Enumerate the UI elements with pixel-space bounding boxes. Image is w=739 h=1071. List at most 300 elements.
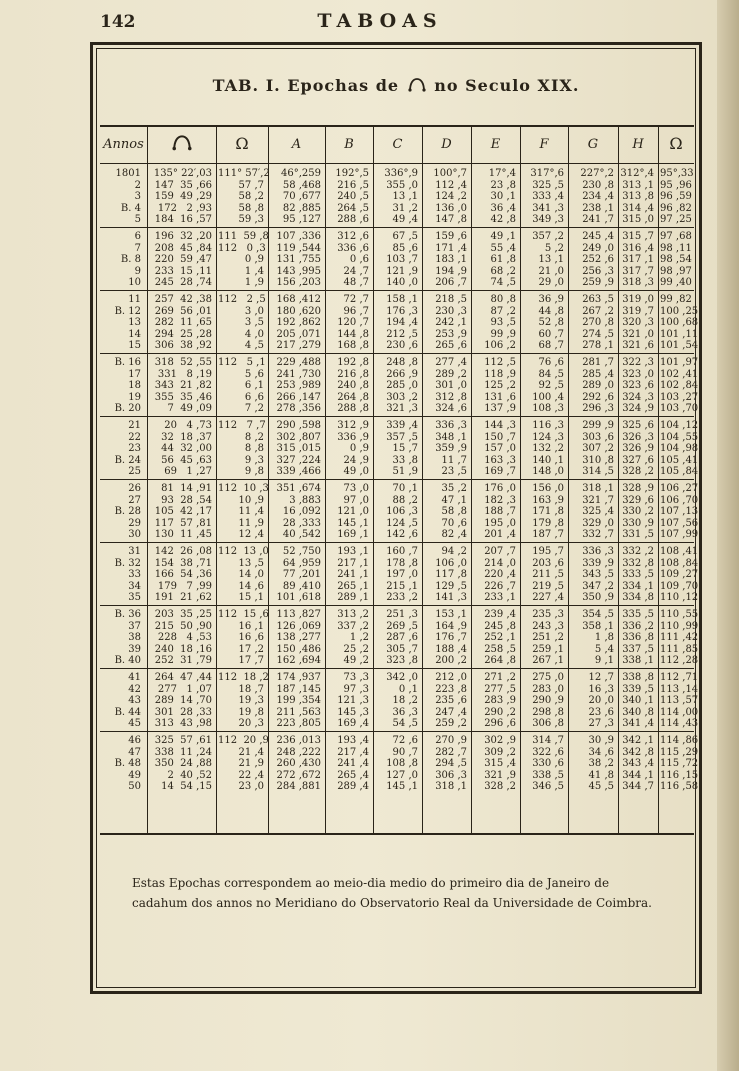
value-cell: 111° 57′,2 bbox=[218, 168, 270, 179]
value-cell: 103 ,70 bbox=[660, 403, 699, 414]
value-cell: 97 ,0 bbox=[343, 494, 369, 506]
value-cell: 30 ,9 bbox=[588, 735, 614, 746]
value-cell: 215 ,1 bbox=[386, 580, 418, 592]
value-cell: 5 ,2 bbox=[544, 242, 564, 254]
value-cell: 314 ,4 bbox=[622, 202, 654, 214]
value-cell: 351 ,674 bbox=[276, 483, 321, 494]
value-cell: 137 ,9 bbox=[484, 403, 516, 414]
value-cell: 203 ,6 bbox=[532, 557, 564, 569]
value-cell: 27 ,3 bbox=[588, 718, 614, 729]
value-cell: 357 ,5 bbox=[386, 431, 418, 443]
value-cell: 160 ,7 bbox=[386, 546, 418, 557]
value-cell: 236 ,013 bbox=[276, 735, 321, 746]
value-cell: 192 ,862 bbox=[276, 317, 321, 328]
value-cell: 156 ,0 bbox=[532, 483, 564, 494]
value-cell: 208 45 ,84 bbox=[154, 242, 212, 254]
value-cell: 193 ,1 bbox=[337, 546, 369, 557]
value-cell: 33 ,8 bbox=[392, 454, 418, 466]
value-cell: 313 ,8 bbox=[622, 191, 654, 202]
value-cell: 226 ,7 bbox=[484, 580, 516, 592]
page-number: 142 bbox=[100, 12, 136, 32]
value-cell: 124 ,5 bbox=[386, 517, 418, 529]
value-cell: 112 ,28 bbox=[660, 655, 699, 666]
value-cell: 116 ,58 bbox=[660, 781, 699, 792]
value-cell: 121 ,0 bbox=[337, 506, 369, 517]
value-cell: 358 ,1 bbox=[582, 620, 614, 632]
value-cell: 104 ,55 bbox=[660, 431, 699, 443]
value-cell: 192 ,8 bbox=[337, 357, 369, 368]
value-cell: 326 ,9 bbox=[622, 443, 654, 454]
value-cell: 331 ,5 bbox=[622, 529, 654, 540]
value-cell: 217 ,1 bbox=[337, 557, 369, 569]
value-cell: 136 ,0 bbox=[435, 202, 467, 214]
value-cell: 339 ,4 bbox=[386, 420, 418, 431]
value-cell: 341 ,4 bbox=[622, 718, 654, 729]
value-cell: 252 31 ,79 bbox=[154, 655, 212, 666]
value-cell: 110 ,55 bbox=[660, 609, 699, 620]
block-separator bbox=[100, 227, 694, 228]
value-cell: 11 ,9 bbox=[238, 517, 264, 529]
value-cell: 96 ,7 bbox=[343, 305, 369, 317]
value-cell: 49 ,4 bbox=[392, 214, 418, 225]
value-cell: 259 ,1 bbox=[532, 643, 564, 655]
value-cell: 73 ,3 bbox=[343, 672, 369, 683]
value-cell: 336 ,8 bbox=[622, 632, 654, 643]
year-cell: 14 bbox=[128, 328, 141, 340]
value-cell: 277 ,5 bbox=[484, 683, 516, 695]
value-cell: 325 ,6 bbox=[622, 420, 654, 431]
value-cell: 323 ,0 bbox=[622, 368, 654, 380]
value-cell: 153 ,1 bbox=[435, 609, 467, 620]
value-cell: 233 ,1 bbox=[484, 592, 516, 603]
value-cell: 140 ,1 bbox=[532, 454, 564, 466]
block-separator bbox=[100, 479, 694, 480]
value-cell: 107 ,336 bbox=[276, 231, 321, 242]
value-cell: 347 ,2 bbox=[582, 580, 614, 592]
year-cell: 2 bbox=[134, 179, 141, 191]
value-cell: 312°,4 bbox=[620, 168, 654, 179]
value-cell: 342 ,0 bbox=[386, 672, 418, 683]
value-cell: 229 ,488 bbox=[276, 357, 321, 368]
value-cell: 339 ,5 bbox=[622, 683, 654, 695]
value-cell: 322 ,3 bbox=[622, 357, 654, 368]
value-cell: 13 ,1 bbox=[392, 191, 418, 202]
value-cell: 283 ,9 bbox=[484, 695, 516, 706]
value-cell: 274 ,5 bbox=[582, 328, 614, 340]
table-title-text: TAB. I. Epochas de bbox=[212, 76, 400, 95]
value-cell: 217 ,4 bbox=[337, 746, 369, 758]
value-cell: 336 ,3 bbox=[435, 420, 467, 431]
value-cell: 82 ,4 bbox=[441, 529, 467, 540]
value-cell: 338 ,1 bbox=[622, 655, 654, 666]
column-header: H bbox=[632, 137, 644, 152]
value-cell: 2 40 ,52 bbox=[167, 769, 212, 781]
value-cell: 227°,2 bbox=[580, 168, 614, 179]
column-header: Annos bbox=[103, 137, 144, 152]
value-cell: 107 ,56 bbox=[660, 517, 699, 529]
value-cell: 97 ,25 bbox=[660, 214, 692, 225]
value-cell: 265 ,4 bbox=[337, 769, 369, 781]
value-cell: 98 ,11 bbox=[660, 242, 692, 254]
value-cell: 117 ,8 bbox=[435, 569, 467, 580]
value-cell: 333 ,5 bbox=[622, 569, 654, 580]
value-cell: 102 ,84 bbox=[660, 380, 699, 391]
value-cell: 199 ,354 bbox=[276, 695, 321, 706]
value-cell: 55 ,4 bbox=[490, 242, 516, 254]
value-cell: 292 ,6 bbox=[582, 391, 614, 403]
value-cell: 249 ,0 bbox=[582, 242, 614, 254]
value-cell: 234 ,4 bbox=[582, 191, 614, 202]
value-cell: 218 ,5 bbox=[435, 294, 467, 305]
table-footnote: Estas Epochas correspondem ao meio-dia medio do primeiro dia de Janeiro de cadahum dos annos no Meridiano do Observatorio Real da Universidade de Coimbra. bbox=[132, 876, 652, 910]
value-cell: 334 ,8 bbox=[622, 592, 654, 603]
value-cell: 32 18 ,37 bbox=[161, 431, 212, 443]
value-cell: 247 ,4 bbox=[435, 706, 467, 718]
value-cell: 180 ,620 bbox=[276, 305, 321, 317]
value-cell: 235 ,3 bbox=[532, 609, 564, 620]
value-cell: 77 ,201 bbox=[282, 569, 321, 580]
value-cell: 272 ,672 bbox=[276, 769, 321, 781]
value-cell: 112 10 ,3 bbox=[218, 483, 269, 494]
year-cell: 39 bbox=[128, 643, 141, 655]
value-cell: 114 ,00 bbox=[660, 706, 699, 718]
value-cell: 350 ,9 bbox=[582, 592, 614, 603]
value-cell: 252 ,6 bbox=[582, 254, 614, 265]
year-cell: B. 8 bbox=[120, 254, 141, 265]
value-cell: 315 ,4 bbox=[484, 758, 516, 769]
year-cell: 6 bbox=[134, 231, 141, 242]
column-header: G bbox=[587, 137, 599, 152]
column-rule bbox=[325, 125, 326, 835]
value-cell: 315 ,0 bbox=[622, 214, 654, 225]
year-cell: 41 bbox=[128, 672, 141, 683]
value-cell: 68 ,7 bbox=[538, 340, 564, 351]
value-cell: 227 ,4 bbox=[532, 592, 564, 603]
value-cell: 88 ,2 bbox=[392, 494, 418, 506]
value-cell: 15 ,1 bbox=[238, 592, 264, 603]
value-cell: 16 ,1 bbox=[238, 620, 264, 632]
value-cell: 216 ,8 bbox=[337, 368, 369, 380]
value-cell: 251 ,3 bbox=[386, 609, 418, 620]
value-cell: 314 ,7 bbox=[532, 735, 564, 746]
column-rule bbox=[568, 125, 569, 835]
value-cell: 223 ,805 bbox=[276, 718, 321, 729]
value-cell: 116 ,15 bbox=[660, 769, 699, 781]
value-cell: 17 ,2 bbox=[238, 643, 264, 655]
value-cell: 260 ,430 bbox=[276, 758, 321, 769]
year-cell: 31 bbox=[128, 546, 141, 557]
year-cell: 7 bbox=[134, 242, 141, 254]
value-cell: 357 ,2 bbox=[532, 231, 564, 242]
value-cell: 340 ,8 bbox=[622, 706, 654, 718]
value-cell: 17 ,7 bbox=[238, 655, 264, 666]
value-cell: 127 ,0 bbox=[386, 769, 418, 781]
value-cell: 93 28 ,54 bbox=[161, 494, 212, 506]
value-cell: 290 ,2 bbox=[484, 706, 516, 718]
value-cell: 334 ,1 bbox=[622, 580, 654, 592]
year-cell: B. 32 bbox=[114, 557, 141, 569]
value-cell: 343 21 ,82 bbox=[154, 380, 212, 391]
value-cell: 313 ,1 bbox=[622, 179, 654, 191]
value-cell: 330 ,9 bbox=[622, 517, 654, 529]
value-cell: 168 ,8 bbox=[337, 340, 369, 351]
value-cell: 1 ,2 bbox=[349, 632, 369, 643]
value-cell: 328 ,9 bbox=[622, 483, 654, 494]
column-rule bbox=[216, 125, 217, 835]
value-cell: 60 ,7 bbox=[538, 328, 564, 340]
value-cell: 106 ,2 bbox=[484, 340, 516, 351]
column-rule bbox=[618, 125, 619, 835]
value-cell: 309 ,2 bbox=[484, 746, 516, 758]
value-cell: 343 ,5 bbox=[582, 569, 614, 580]
value-cell: 332 ,8 bbox=[622, 557, 654, 569]
value-cell: 289 ,1 bbox=[337, 592, 369, 603]
value-cell: 278 ,1 bbox=[582, 340, 614, 351]
value-cell: 20 4 ,73 bbox=[164, 420, 212, 431]
value-cell: 355 ,0 bbox=[386, 179, 418, 191]
value-cell: 289 ,4 bbox=[337, 781, 369, 792]
value-cell: 245 ,4 bbox=[582, 231, 614, 242]
value-cell: 101 ,97 bbox=[660, 357, 699, 368]
value-cell: 240 ,8 bbox=[337, 380, 369, 391]
value-cell: 350 24 ,88 bbox=[154, 758, 212, 769]
value-cell: 187 ,7 bbox=[532, 529, 564, 540]
value-cell: 207 ,7 bbox=[484, 546, 516, 557]
year-cell: B. 4 bbox=[120, 202, 141, 214]
value-cell: 215 50 ,90 bbox=[154, 620, 212, 632]
value-cell: 106 ,70 bbox=[660, 494, 699, 506]
value-cell: 259 ,2 bbox=[435, 718, 467, 729]
value-cell: 211 ,5 bbox=[532, 569, 564, 580]
value-cell: 324 ,3 bbox=[622, 391, 654, 403]
value-cell: 49 ,2 bbox=[343, 655, 369, 666]
value-cell: 20 ,0 bbox=[588, 695, 614, 706]
value-cell: 248 ,8 bbox=[386, 357, 418, 368]
year-cell: 3 bbox=[134, 191, 141, 202]
year-cell: 34 bbox=[128, 580, 141, 592]
value-cell: 110 ,99 bbox=[660, 620, 699, 632]
value-cell: 100°,7 bbox=[433, 168, 467, 179]
value-cell: 87 ,2 bbox=[490, 305, 516, 317]
value-cell: 159 ,6 bbox=[435, 231, 467, 242]
value-cell: 145 ,1 bbox=[386, 781, 418, 792]
value-cell: 338 ,8 bbox=[622, 672, 654, 683]
value-cell: 28 ,333 bbox=[282, 517, 321, 529]
value-cell: 285 ,0 bbox=[386, 380, 418, 391]
value-cell: 104 ,98 bbox=[660, 443, 699, 454]
value-cell: 290 ,598 bbox=[276, 420, 321, 431]
value-cell: 90 ,7 bbox=[392, 746, 418, 758]
value-cell: 233 ,2 bbox=[386, 592, 418, 603]
year-cell: 15 bbox=[128, 340, 141, 351]
value-cell: 138 ,277 bbox=[276, 632, 321, 643]
year-cell: 13 bbox=[128, 317, 141, 328]
value-cell: 264 ,8 bbox=[337, 391, 369, 403]
value-cell: 188 ,4 bbox=[435, 643, 467, 655]
value-cell: 144 ,8 bbox=[337, 328, 369, 340]
value-cell: 101 ,54 bbox=[660, 340, 699, 351]
value-cell: 163 ,3 bbox=[484, 454, 516, 466]
year-cell: 30 bbox=[128, 529, 141, 540]
value-cell: 100 ,68 bbox=[660, 317, 699, 328]
value-cell: 263 ,5 bbox=[582, 294, 614, 305]
value-cell: 332 ,2 bbox=[622, 546, 654, 557]
value-cell: 109 ,27 bbox=[660, 569, 699, 580]
value-cell: 125 ,2 bbox=[484, 380, 516, 391]
value-cell: 296 ,6 bbox=[484, 718, 516, 729]
value-cell: 301 ,0 bbox=[435, 380, 467, 391]
value-cell: 325 57 ,61 bbox=[154, 735, 212, 746]
value-cell: 172 2 ,93 bbox=[157, 202, 212, 214]
value-cell: 113 ,14 bbox=[660, 683, 699, 695]
value-cell: 306 ,8 bbox=[532, 718, 564, 729]
value-cell: 159 49 ,29 bbox=[154, 191, 212, 202]
value-cell: 80 ,8 bbox=[490, 294, 516, 305]
year-cell: B. 20 bbox=[114, 403, 141, 414]
value-cell: 14 54 ,15 bbox=[161, 781, 212, 792]
year-cell: 10 bbox=[128, 277, 141, 288]
value-cell: 3 ,5 bbox=[244, 317, 264, 328]
value-cell: 325 ,5 bbox=[532, 179, 564, 191]
value-cell: 220 59 ,47 bbox=[154, 254, 212, 265]
year-cell: B. 40 bbox=[114, 655, 141, 666]
value-cell: 266 ,9 bbox=[386, 368, 418, 380]
header-bottom-rule bbox=[100, 163, 694, 164]
value-cell: 330 ,6 bbox=[532, 758, 564, 769]
value-cell: 5 ,4 bbox=[594, 643, 614, 655]
value-cell: 162 ,694 bbox=[276, 655, 321, 666]
value-cell: 101 ,618 bbox=[276, 592, 321, 603]
value-cell: 323 ,8 bbox=[386, 655, 418, 666]
value-cell: 106 ,0 bbox=[435, 557, 467, 569]
value-cell: 150 ,7 bbox=[484, 431, 516, 443]
value-cell: 310 ,8 bbox=[582, 454, 614, 466]
column-rule bbox=[147, 125, 148, 835]
value-cell: 3 ,0 bbox=[244, 305, 264, 317]
value-cell: 275 ,0 bbox=[532, 672, 564, 683]
value-cell: 316 ,4 bbox=[622, 242, 654, 254]
column-header: E bbox=[490, 137, 501, 152]
value-cell: 264 ,5 bbox=[337, 202, 369, 214]
table-title bbox=[96, 76, 696, 95]
value-cell: 252 ,1 bbox=[484, 632, 516, 643]
value-cell: 220 ,4 bbox=[484, 569, 516, 580]
value-cell: 257 42 ,38 bbox=[154, 294, 212, 305]
value-cell: 14 ,6 bbox=[238, 580, 264, 592]
value-cell: 35 ,2 bbox=[441, 483, 467, 494]
value-cell: 102 ,41 bbox=[660, 368, 699, 380]
value-cell: 184 16 ,57 bbox=[154, 214, 212, 225]
value-cell: 112 15 ,6 bbox=[218, 609, 269, 620]
value-cell: 336°,9 bbox=[384, 168, 418, 179]
value-cell: 319 ,0 bbox=[622, 294, 654, 305]
value-cell: 114 ,86 bbox=[660, 735, 699, 746]
value-cell: 338 11 ,24 bbox=[154, 746, 212, 758]
value-cell: 154 38 ,71 bbox=[154, 557, 212, 569]
value-cell: 119 ,544 bbox=[276, 242, 321, 254]
value-cell: 328 ,2 bbox=[622, 466, 654, 477]
column-header: C bbox=[392, 137, 403, 152]
value-cell: 171 ,4 bbox=[435, 242, 467, 254]
value-cell: 29 ,0 bbox=[538, 277, 564, 288]
column-rule bbox=[471, 125, 472, 835]
value-cell: 298 ,8 bbox=[532, 706, 564, 718]
value-cell: 321 ,9 bbox=[484, 769, 516, 781]
value-cell: 188 ,7 bbox=[484, 506, 516, 517]
value-cell: 342 ,1 bbox=[622, 735, 654, 746]
value-cell: 271 ,2 bbox=[484, 672, 516, 683]
value-cell: 306 ,3 bbox=[435, 769, 467, 781]
value-cell: 112 2 ,5 bbox=[218, 294, 266, 305]
value-cell: 61 ,8 bbox=[490, 254, 516, 265]
year-cell: 37 bbox=[128, 620, 141, 632]
value-cell: 24 ,9 bbox=[343, 454, 369, 466]
value-cell: 287 ,6 bbox=[386, 632, 418, 643]
value-cell: 245 28 ,74 bbox=[154, 277, 212, 288]
value-cell: 206 ,7 bbox=[435, 277, 467, 288]
value-cell: 145 ,1 bbox=[337, 517, 369, 529]
value-cell: 238 ,1 bbox=[582, 202, 614, 214]
value-cell: 93 ,5 bbox=[490, 317, 516, 328]
value-cell: 108 ,8 bbox=[386, 758, 418, 769]
value-cell: 241 ,7 bbox=[582, 214, 614, 225]
value-cell: 1 ,9 bbox=[244, 277, 264, 288]
value-cell: 5 ,6 bbox=[244, 368, 264, 380]
value-cell: 349 ,3 bbox=[532, 214, 564, 225]
value-cell: 82 ,885 bbox=[282, 202, 321, 214]
value-cell: 58 ,8 bbox=[441, 506, 467, 517]
value-cell: 344 ,1 bbox=[622, 769, 654, 781]
block-separator bbox=[100, 290, 694, 291]
value-cell: 328 ,2 bbox=[484, 781, 516, 792]
value-cell: 281 ,7 bbox=[582, 357, 614, 368]
value-cell: 344 ,7 bbox=[622, 781, 654, 792]
value-cell: 294 25 ,28 bbox=[154, 328, 212, 340]
block-separator bbox=[100, 353, 694, 354]
year-cell: 1801 bbox=[115, 168, 141, 179]
value-cell: 318 ,1 bbox=[435, 781, 467, 792]
value-cell: 142 ,6 bbox=[386, 529, 418, 540]
column-rule bbox=[658, 125, 659, 835]
value-cell: 235 ,6 bbox=[435, 695, 467, 706]
value-cell: 157 ,0 bbox=[484, 443, 516, 454]
value-cell: 8 ,2 bbox=[244, 431, 264, 443]
year-cell: 21 bbox=[128, 420, 141, 431]
value-cell: 331 8 ,19 bbox=[157, 368, 212, 380]
value-cell: 269 56 ,01 bbox=[154, 305, 212, 317]
value-cell: 108 ,3 bbox=[532, 403, 564, 414]
value-cell: 98 ,54 bbox=[660, 254, 692, 265]
value-cell: 355 35 ,46 bbox=[154, 391, 212, 403]
epoch-table bbox=[100, 125, 699, 835]
value-cell: 18 ,2 bbox=[392, 695, 418, 706]
value-cell: 320 ,3 bbox=[622, 317, 654, 328]
value-cell: 277 ,4 bbox=[435, 357, 467, 368]
column-header: Ω bbox=[235, 134, 249, 153]
value-cell: 58 ,8 bbox=[238, 202, 264, 214]
value-cell: 193 ,4 bbox=[337, 735, 369, 746]
year-cell: B. 36 bbox=[114, 609, 141, 620]
value-cell: 329 ,6 bbox=[622, 494, 654, 506]
value-cell: 12 ,4 bbox=[238, 529, 264, 540]
value-cell: 72 ,6 bbox=[392, 735, 418, 746]
value-cell: 143 ,995 bbox=[276, 265, 321, 277]
value-cell: 240 ,5 bbox=[337, 191, 369, 202]
value-cell: 239 ,4 bbox=[484, 609, 516, 620]
value-cell: 11 ,7 bbox=[441, 454, 467, 466]
year-cell: 47 bbox=[128, 746, 141, 758]
value-cell: 219 ,5 bbox=[532, 580, 564, 592]
